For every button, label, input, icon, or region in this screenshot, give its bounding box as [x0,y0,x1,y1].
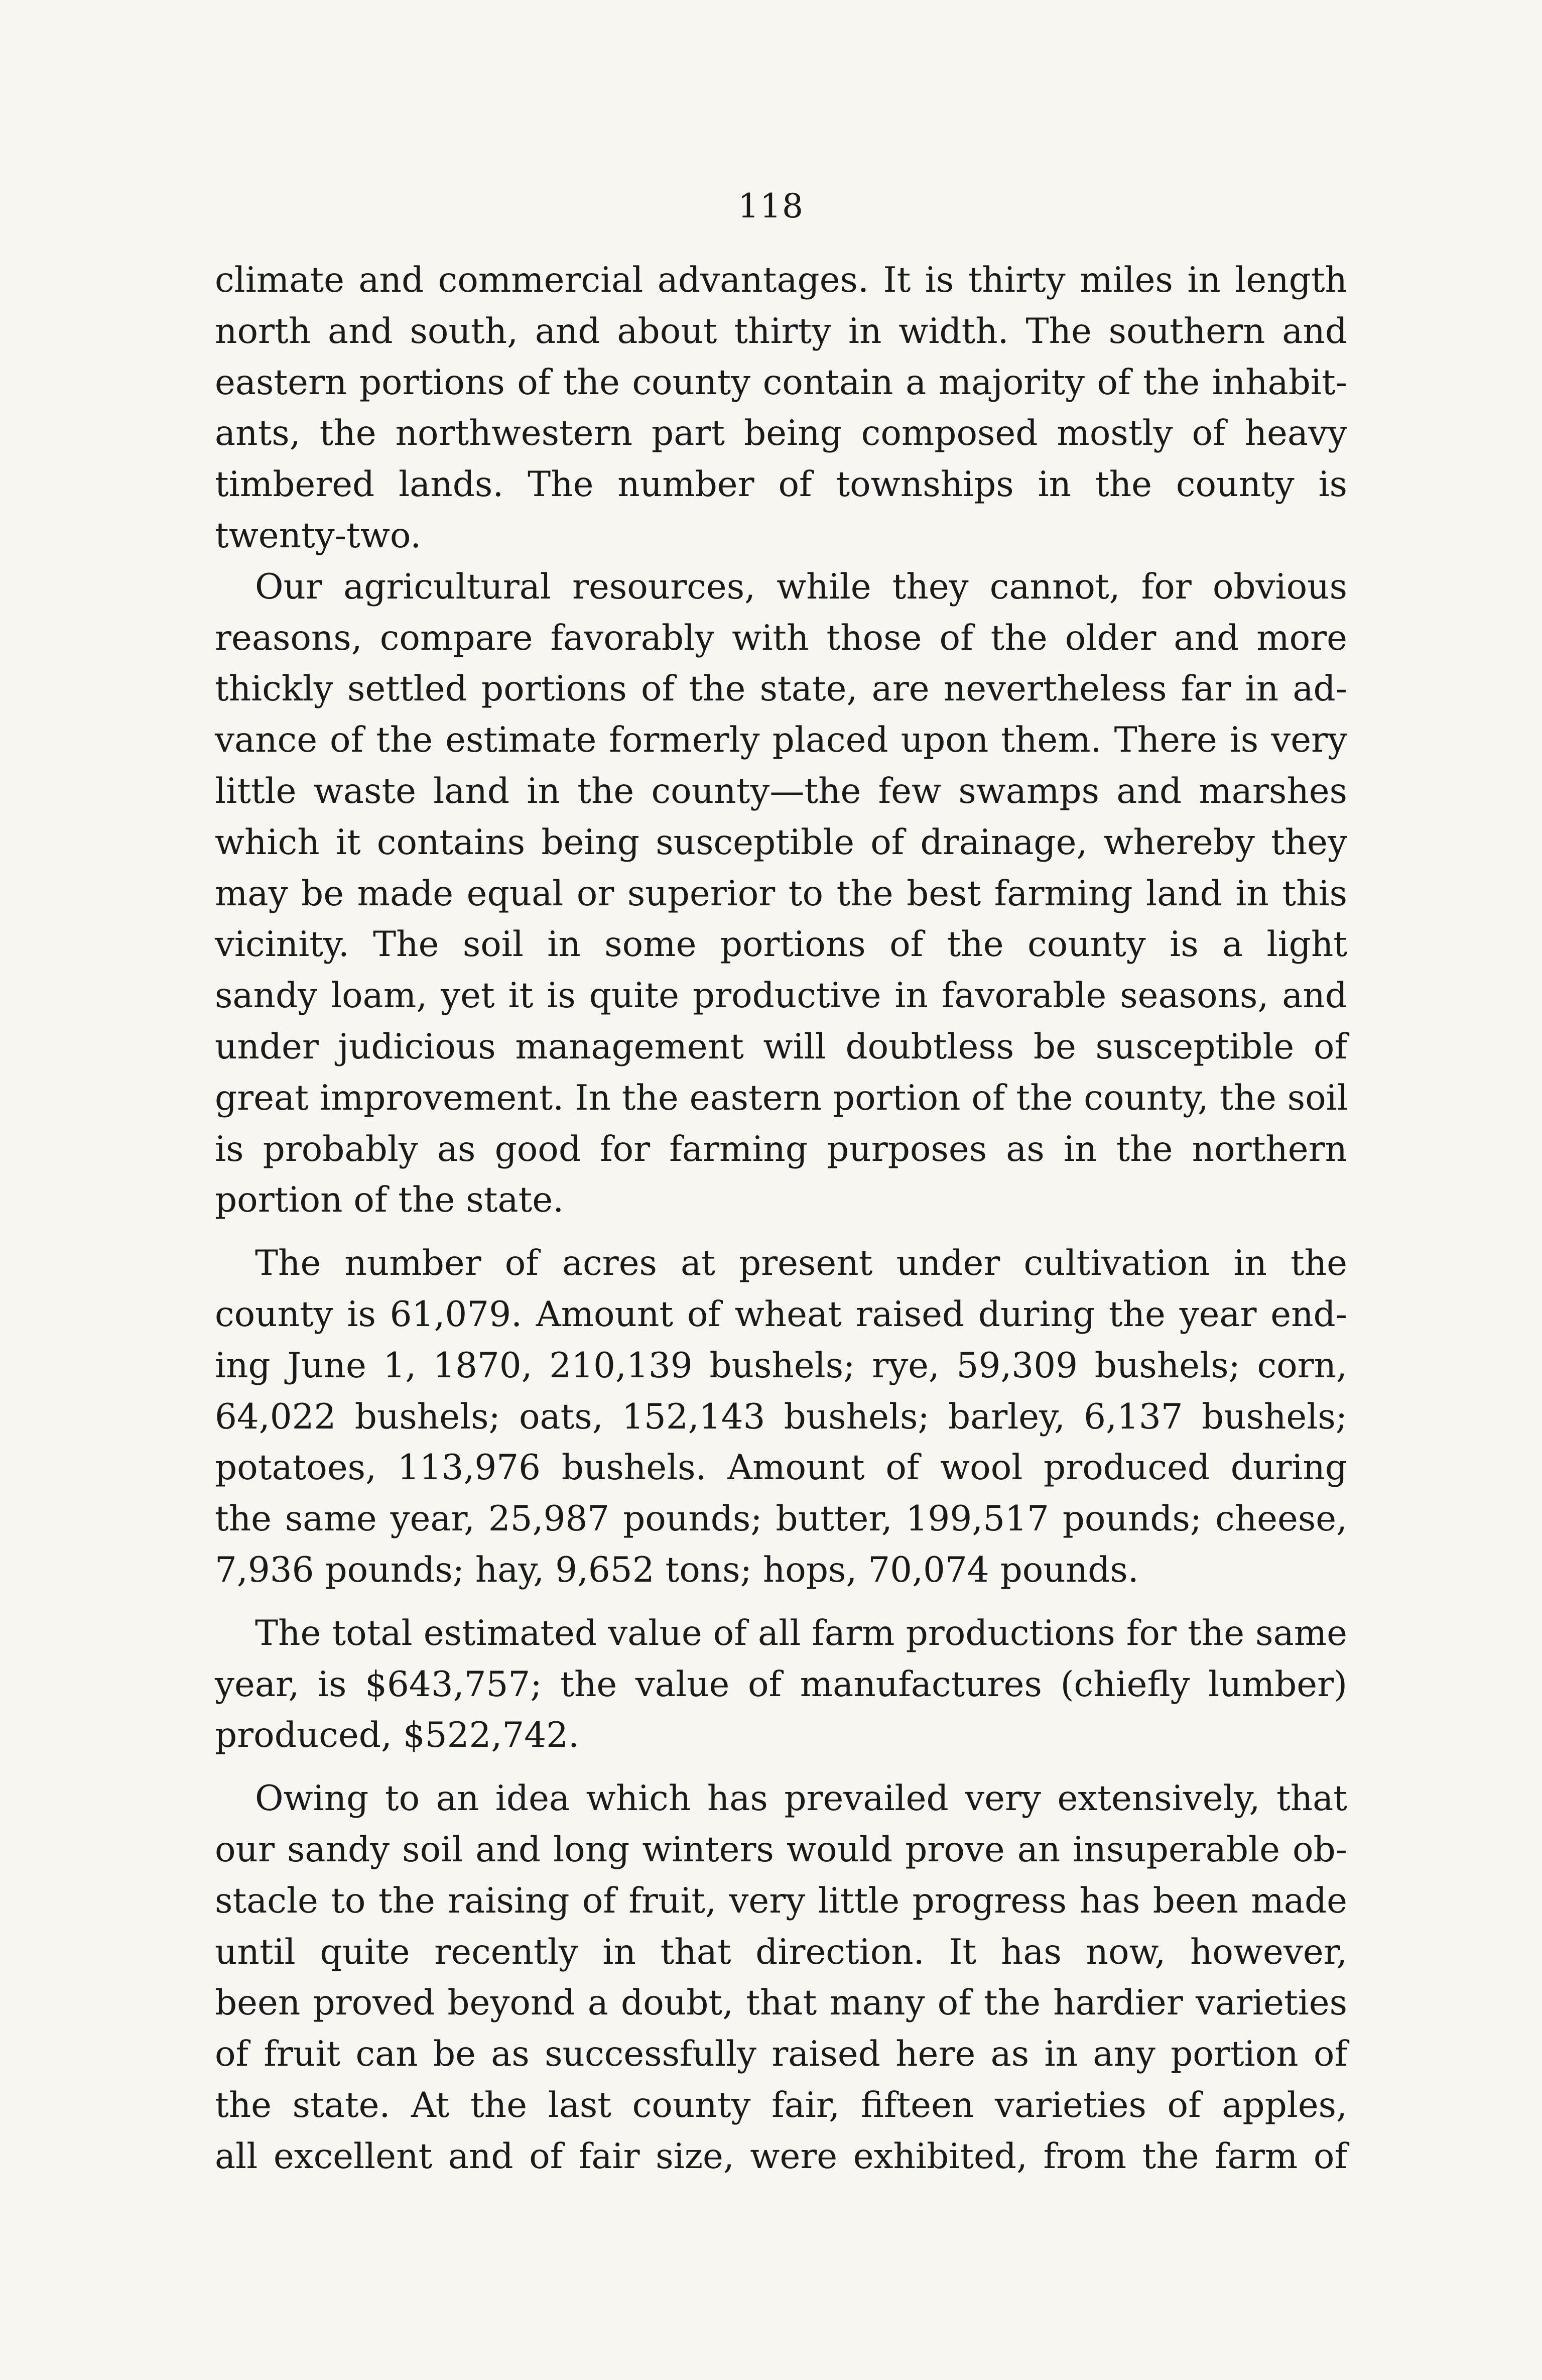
text-line: stacle to the raising of fruit, very little progress has been made [215,1880,1347,1921]
text-line: 7,936 pounds; hay, 9,652 tons; hops, 70,074 pounds. [215,1550,1139,1590]
text-line: great improvement. In the eastern portion of the county, the soil [215,1078,1348,1118]
text-line: vicinity. The soil in some portions of the county is a light [215,924,1347,965]
paragraph-gap [215,1761,1347,1773]
text-line: eastern portions of the county contain a majority of the inhabit- [215,362,1347,403]
text-line: reasons, compare favorably with those of the older and more [215,618,1347,658]
text-line: until quite recently in that direction. It has now, however, [215,1932,1347,1972]
text-line: may be made equal or superior to the best farming land in this [215,873,1347,914]
text-line: twenty-two. [215,515,422,556]
text-line: of fruit can be as successfully raised here as in any portion of [215,2034,1347,2075]
text-line: county is 61,079. Amount of wheat raised during the year end- [215,1294,1347,1335]
text-line: is probably as good for farming purposes as in the northern [215,1129,1347,1169]
text-line: sandy loam, yet it is quite productive in favorable seasons, and [215,976,1347,1016]
text-line: produced, $522,742. [215,1715,579,1756]
text-line: Our agricultural resources, while they cannot, for obvious [255,566,1347,607]
text-line: thickly settled portions of the state, are nevertheless far in ad- [215,669,1347,709]
text-line: our sandy soil and long winters would prove an insuperable ob- [215,1829,1347,1870]
text-line: The total estimated value of all farm productions for the same [255,1613,1347,1653]
text-line: north and south, and about thirty in width. The southern and [215,311,1347,351]
text-line: portion of the state. [215,1180,564,1221]
text-line: year, is $643,757; the value of manufactures (chiefly lumber) [215,1664,1347,1705]
text-line: which it contains being susceptible of drainage, whereby they [215,822,1347,863]
text-line: all excellent and of fair size, were exhibited, from the farm of [215,2136,1347,2177]
text-line: 64,022 bushels; oats, 152,143 bushels; barley, 6,137 bushels; [215,1396,1347,1437]
text-line: vance of the estimate formerly placed upon them. There is very [215,720,1347,761]
text-line: ing June 1, 1870, 210,139 bushels; rye, 59,309 bushels; corn, [215,1345,1347,1386]
paragraph-gap [215,1596,1347,1608]
text-line: Owing to an idea which has prevailed very extensively, that [255,1778,1347,1819]
text-line: the same year, 25,987 pounds; butter, 199,517 pounds; cheese, [215,1499,1347,1539]
page-number: 118 [738,187,804,225]
text-line: potatoes, 113,976 bushels. Amount of wool produced during [215,1448,1347,1488]
text-line: ants, the northwestern part being composed mostly of heavy [215,413,1347,454]
text-line: The number of acres at present under cultivation in the [255,1243,1347,1284]
text-line: the state. At the last county fair, fifteen varieties of apples, [215,2085,1347,2125]
text-line: timbered lands. The number of townships in the county is [215,464,1347,505]
text-line: under judicious management will doubtless be susceptible of [215,1026,1347,1067]
text-line: little waste land in the county—the few swamps and marshes [215,771,1347,811]
text-line: climate and commercial advantages. It is thirty miles in length [215,260,1347,300]
text-line: been proved beyond a doubt, that many of the hardier varieties [215,1983,1347,2024]
paragraph-gap [215,1226,1347,1238]
body-text [215,255,1347,2182]
